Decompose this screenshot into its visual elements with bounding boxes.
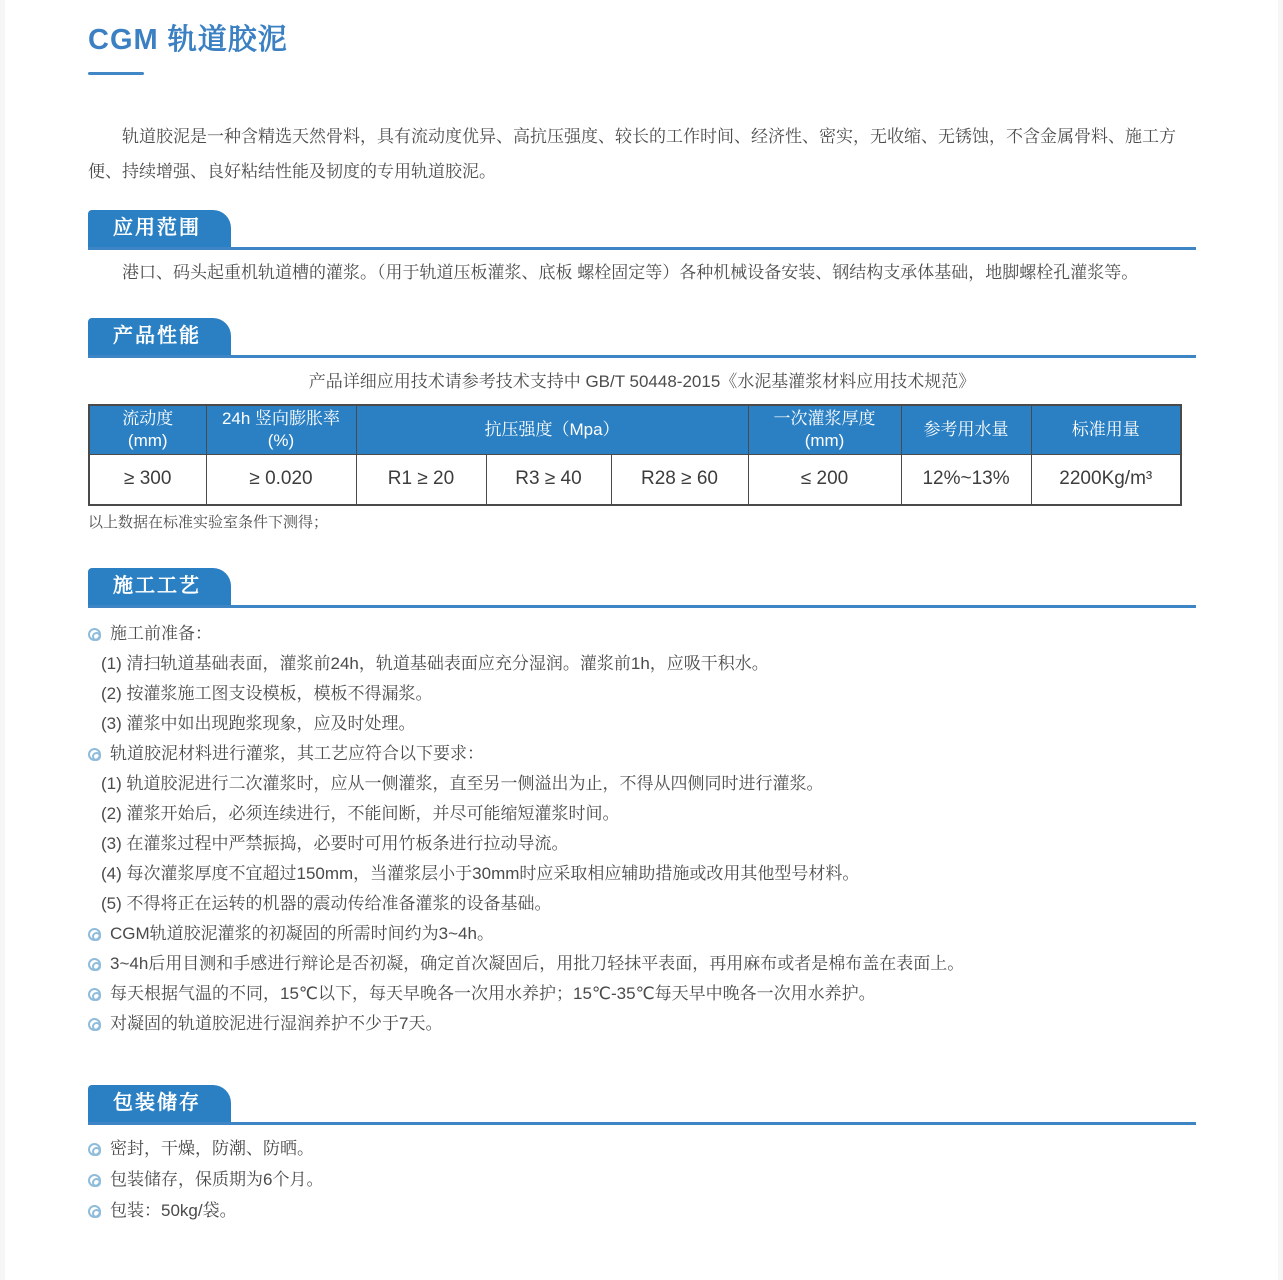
title-underline xyxy=(88,72,144,75)
section-header-process xyxy=(88,568,1196,608)
list-item xyxy=(88,774,1196,794)
ring-bullet-icon xyxy=(88,1018,101,1031)
value-expansion: ≥ 0.020 xyxy=(206,455,356,505)
header-thickness-label: 一次灌浆厚度 xyxy=(773,409,876,428)
ring-bullet-icon xyxy=(88,928,101,941)
header-expansion xyxy=(206,405,356,455)
list-item xyxy=(88,714,1196,734)
list-item-text: 包装：50kg/袋。 xyxy=(110,1200,237,1220)
ring-bullet-icon xyxy=(88,748,101,761)
table-footnote: 以上数据在标准实验室条件下测得； xyxy=(88,513,329,531)
list-item-text: (1) 轨道胶泥进行二次灌浆时，应从一侧灌浆，直至另一侧溢出为止，不得从四侧同时进行灌浆。 xyxy=(101,773,824,793)
list-item xyxy=(88,684,1196,704)
header-water: 参考用水量 xyxy=(901,405,1031,455)
list-item xyxy=(88,804,1196,824)
header-flow-unit: (mm) xyxy=(127,431,168,450)
ring-bullet-icon xyxy=(88,1174,101,1187)
list-item-text: 密封，干燥，防潮、防晒。 xyxy=(110,1138,314,1158)
list-item-text: (2) 按灌浆施工图支设模板，模板不得漏浆。 xyxy=(101,683,433,703)
value-water: 12%~13% xyxy=(901,455,1031,505)
table-header-row xyxy=(89,405,1181,455)
list-item-text: 3~4h后用目测和手感进行辩论是否初凝，确定首次凝固后，用批刀轻抹平表面，再用麻布或者是棉布盖在表面上。 xyxy=(110,953,965,973)
list-item-text: (3) 灌浆中如出现跑浆现象，应及时处理。 xyxy=(101,713,416,733)
list-item xyxy=(88,834,1196,854)
section-badge-process: 施工工艺 xyxy=(88,568,231,605)
ring-bullet-icon xyxy=(88,958,101,971)
list-item xyxy=(88,1201,1196,1221)
header-thickness-unit: (mm) xyxy=(804,431,845,450)
list-item-text: (2) 灌浆开始后，必须连续进行，不能间断，并尽可能缩短灌浆时间。 xyxy=(101,803,620,823)
list-item-text: 每天根据气温的不同，15℃以下，每天早晚各一次用水养护；15℃-35℃每天早中晚各一次用水养护。 xyxy=(110,983,876,1003)
header-compressive-strength: 抗压强度（Mpa） xyxy=(356,405,748,455)
list-item xyxy=(88,984,1196,1004)
header-expansion-label: 24h 竖向膨胀率 xyxy=(221,409,341,428)
section-header-application xyxy=(88,210,1196,250)
value-r3: R3 ≥ 40 xyxy=(486,455,611,505)
list-item xyxy=(88,744,1196,764)
section-badge-performance: 产品性能 xyxy=(88,318,231,355)
list-item xyxy=(88,954,1196,974)
packaging-list xyxy=(88,1139,1196,1221)
list-item xyxy=(88,864,1196,884)
document-page xyxy=(88,24,1196,1232)
list-item-text: (5) 不得将正在运转的机器的震动传给准备灌浆的设备基础。 xyxy=(101,893,552,913)
value-r28: R28 ≥ 60 xyxy=(611,455,748,505)
list-item-text: (4) 每次灌浆厚度不宜超过150mm，当灌浆层小于30mm时应采取相应辅助措施或改用其他型号材料。 xyxy=(101,863,860,883)
list-item-text: 轨道胶泥材料进行灌浆，其工艺应符合以下要求： xyxy=(110,743,484,763)
process-list xyxy=(88,624,1196,1034)
page-title: CGM 轨道胶泥 xyxy=(88,24,288,56)
list-item xyxy=(88,1139,1196,1159)
list-item-text: 对凝固的轨道胶泥进行湿润养护不少于7天。 xyxy=(110,1013,443,1033)
list-item-text: (1) 清扫轨道基础表面，灌浆前24h，轨道基础表面应充分湿润。灌浆前1h，应吸干积水。 xyxy=(101,653,769,673)
header-dosage: 标准用量 xyxy=(1031,405,1181,455)
section-header-packaging xyxy=(88,1085,1196,1125)
list-item xyxy=(88,654,1196,674)
value-r1: R1 ≥ 20 xyxy=(356,455,486,505)
list-item-text: 包装储存，保质期为6个月。 xyxy=(110,1169,324,1189)
list-item xyxy=(88,1170,1196,1190)
intro-paragraph: 轨道胶泥是一种含精选天然骨料，具有流动度优异、高抗压强度、较长的工作时间、经济性、密实，无收缩、无锈蚀，不含金属骨料、施工方便、持续增强、良好粘结性能及韧度的专用轨道胶泥。 xyxy=(88,127,1176,181)
performance-note: 产品详细应用技术请参考技术支持中 GB/T 50448-2015《水泥基灌浆材料应用技术规范》 xyxy=(308,372,976,391)
header-expansion-unit: (%) xyxy=(267,431,295,450)
list-item-text: 施工前准备： xyxy=(110,623,212,643)
table-value-row xyxy=(89,455,1181,505)
list-item xyxy=(88,924,1196,944)
section-header-performance xyxy=(88,318,1196,358)
header-flow-label: 流动度 xyxy=(122,409,174,428)
ring-bullet-icon xyxy=(88,628,101,641)
page-edge-left xyxy=(0,0,5,1280)
list-item xyxy=(88,624,1196,644)
header-flow xyxy=(89,405,206,455)
ring-bullet-icon xyxy=(88,988,101,1001)
list-item-text: CGM轨道胶泥灌浆的初凝固的所需时间约为3~4h。 xyxy=(110,923,494,943)
list-item xyxy=(88,1014,1196,1034)
application-body: 港口、码头起重机轨道槽的灌浆。（用于轨道压板灌浆、底板 螺栓固定等）各种机械设备安装、钢结构支承体基础，地脚螺栓孔灌浆等。 xyxy=(122,263,1139,282)
section-badge-packaging: 包装储存 xyxy=(88,1085,231,1122)
list-item xyxy=(88,894,1196,914)
value-flow: ≥ 300 xyxy=(89,455,206,505)
section-badge-application: 应用范围 xyxy=(88,210,231,247)
ring-bullet-icon xyxy=(88,1205,101,1218)
value-thickness: ≤ 200 xyxy=(748,455,901,505)
ring-bullet-icon xyxy=(88,1143,101,1156)
header-thickness xyxy=(748,405,901,455)
value-dosage: 2200Kg/m³ xyxy=(1031,455,1181,505)
list-item-text: (3) 在灌浆过程中严禁振捣，必要时可用竹板条进行拉动导流。 xyxy=(101,833,569,853)
performance-table xyxy=(88,404,1182,506)
page-edge-right xyxy=(1278,0,1283,1280)
